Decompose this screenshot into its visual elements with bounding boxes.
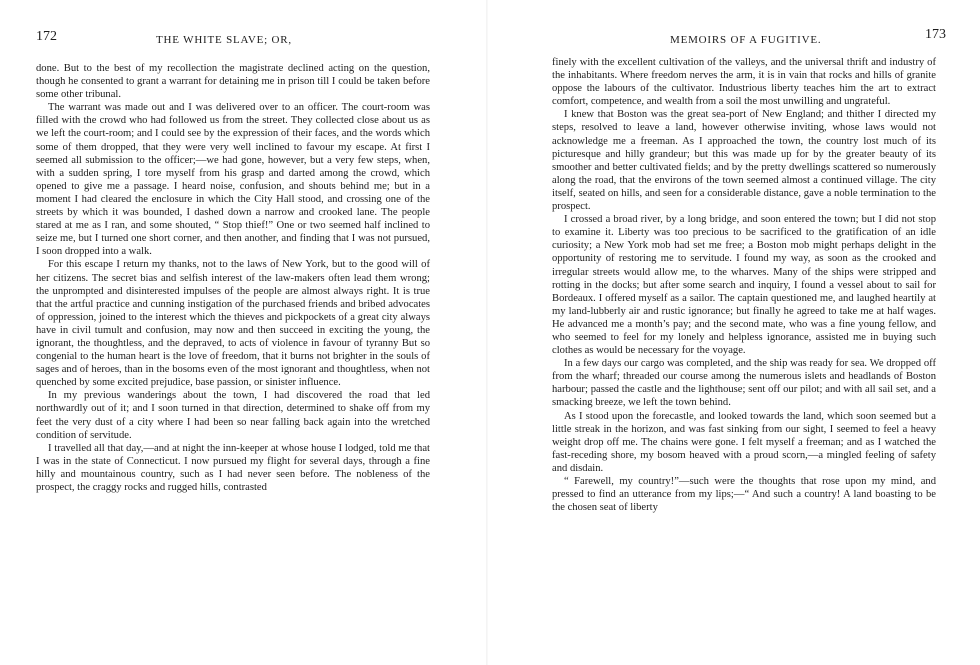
paragraph: In a few days our cargo was completed, and the ship was ready for sea. We dropped off from the wharf; threaded our course among the numerous islets and headlands of Boston harbour; passed the castle and the lighthouse; sent off our pilot; and with all sail set, and a smacking breeze, we left the town behind. bbox=[552, 358, 936, 409]
page-header bbox=[552, 27, 946, 50]
paragraph: The warrant was made out and I was delivered over to an officer. The court-room was filled with the crowd who had followed us from the street. They collected close about us as we left the court-room; and I could see by the expression of their faces, and the words which some of them dropped, that they were very well inclined to favour my escape. At first I seemed all submission to the officer;—we had gone, however, but a very few steps, when, with a sudden spring, I tore myself from his grasp and darted among the crowd, which opened to give me a passage. I heard noise, confusion, and shouts behind me; but in a moment I had cleared the enclosure in which the City Hall stood, and crossing one of the streets by which it was bounded, I dashed down a narrow and crooked lane. The people stared at me as I ran, and some shouted, “ Stop thief!” One or two seemed half inclined to seize me, but I turned one short corner, and then another, and finding that I was not pursued, I soon dropped into a walk. bbox=[36, 102, 430, 258]
paragraph: “ Farewell, my country!”—such were the thoughts that rose upon my mind, and pressed to find an utterance from my lips;—“ And such a country! A land boasting to be the chosen seat of liberty bbox=[552, 476, 936, 514]
page-number: 172 bbox=[36, 29, 57, 44]
gutter bbox=[486, 0, 488, 665]
right-page bbox=[552, 0, 946, 665]
paragraph: done. But to the best of my recollection the magistrate declined acting on the question, though he consented to grant a warrant for detaining me in prison till I could be taken before some other tribunal. bbox=[36, 63, 430, 101]
paragraph: I crossed a broad river, by a long bridge, and soon entered the town; but I did not stop to examine it. Liberty was too precious to be sacrificed to the gratification of an idle curiosity; a New York mob had set me free; a Boston mob might perhaps delight in the opportunity of restoring me to servitude. I found my way, as soon as the crooked and irregular streets would allow me, to the wharves. Many of the ships were stripped and rotting in the docks; but after some search and inquiry, I found a vessel about to sail for Bordeaux. I offered myself as a sailor. The captain questioned me, and laughed heartily at my land-lubberly air and rustic ignorance; but finally he agreed to take me at half wages. He advanced me a month’s pay; and the second mate, who was a fine young fellow, and who seemed to feel for my lonely and helpless ignorance, assisted me in buying such clothes as would be necessary for the voyage. bbox=[552, 214, 936, 357]
paragraph: For this escape I return my thanks, not to the laws of New York, but to the good will of her citizens. The secret bias and selfish interest of the law-makers often lead them wrong; the unprompted and disinterested impulses of the people are almost always right. It is true that the artful practice and cunning instigation of the purchased friends and bribed advocates of oppression, joined to the interest which the thieves and pickpockets of a great city always have in civil tumult and confusion, may now and then succeed in exciting the young, the ignorant, the thoughtless, and the depraved, to acts of violence in favour of tyranny But so congenial to the human heart is the love of freedom, that it burns not brighter in the souls of sages and of heroes, than in the bosoms even of the most ignorant and thoughtless, when not quenched by some excited prejudice, base passion, or sinister influence. bbox=[36, 259, 430, 389]
paragraph: I travelled all that day,—and at night the inn-keeper at whose house I lodged, told me that I was in the state of Connecticut. I now pursued my flight for several days, through a fine hilly and mountainous country, such as I had never seen before. The nobleness of the prospect, the craggy rocks and rugged hills, contrasted bbox=[36, 442, 430, 493]
paragraph: finely with the excellent cultivation of the valleys, and the universal thrift and industry of the inhabitants. Where freedom nerves the arm, it is in vain that rocks and hills of granite oppose the labours of the cultivator. Industrious liberty teaches him the art to extract comfort, competence, and wealth from a soil the most unwilling and ungrateful. bbox=[552, 57, 936, 108]
running-head: THE WHITE SLAVE; OR, bbox=[156, 34, 292, 46]
left-page bbox=[36, 0, 430, 665]
page-header bbox=[36, 29, 430, 50]
page-body bbox=[552, 56, 936, 514]
page-body bbox=[36, 62, 430, 494]
paragraph: As I stood upon the forecastle, and looked towards the land, which soon seemed but a little streak in the horizon, and was fast sinking from our sight, I seemed to feel a heavy weight drop off me. The chains were gone. I felt myself a freeman; and as I watched the fast-receding shore, my bosom heaved with a proud scorn,—a mingled feeling of safety and disdain. bbox=[552, 410, 936, 474]
paragraph: In my previous wanderings about the town, I had discovered the road that led northwardly out of it; and I soon turned in that direction, determined to shake off from my feet the very dust of a city where I had been so near falling back again into the wretched condition of servitude. bbox=[36, 390, 430, 441]
page-number: 173 bbox=[925, 27, 946, 42]
paragraph: I knew that Boston was the great sea-port of New England; and thither I directed my steps, resolved to leave a land, however otherwise inviting, whose laws would not acknowledge me a freeman. As I approached the town, the country lost much of its picturesque and hilly grandeur; but this was made up for by the greater beauty of its smoother and better cultivated fields; and by the pretty dwellings scattered so numerously along the road, that the environs of the town seemed almost a continued village. The city itself, seated on hills, and seen for a considerable distance, gave a noble termination to the prospect. bbox=[552, 109, 936, 213]
running-head: MEMOIRS OF A FUGITIVE. bbox=[670, 34, 822, 46]
